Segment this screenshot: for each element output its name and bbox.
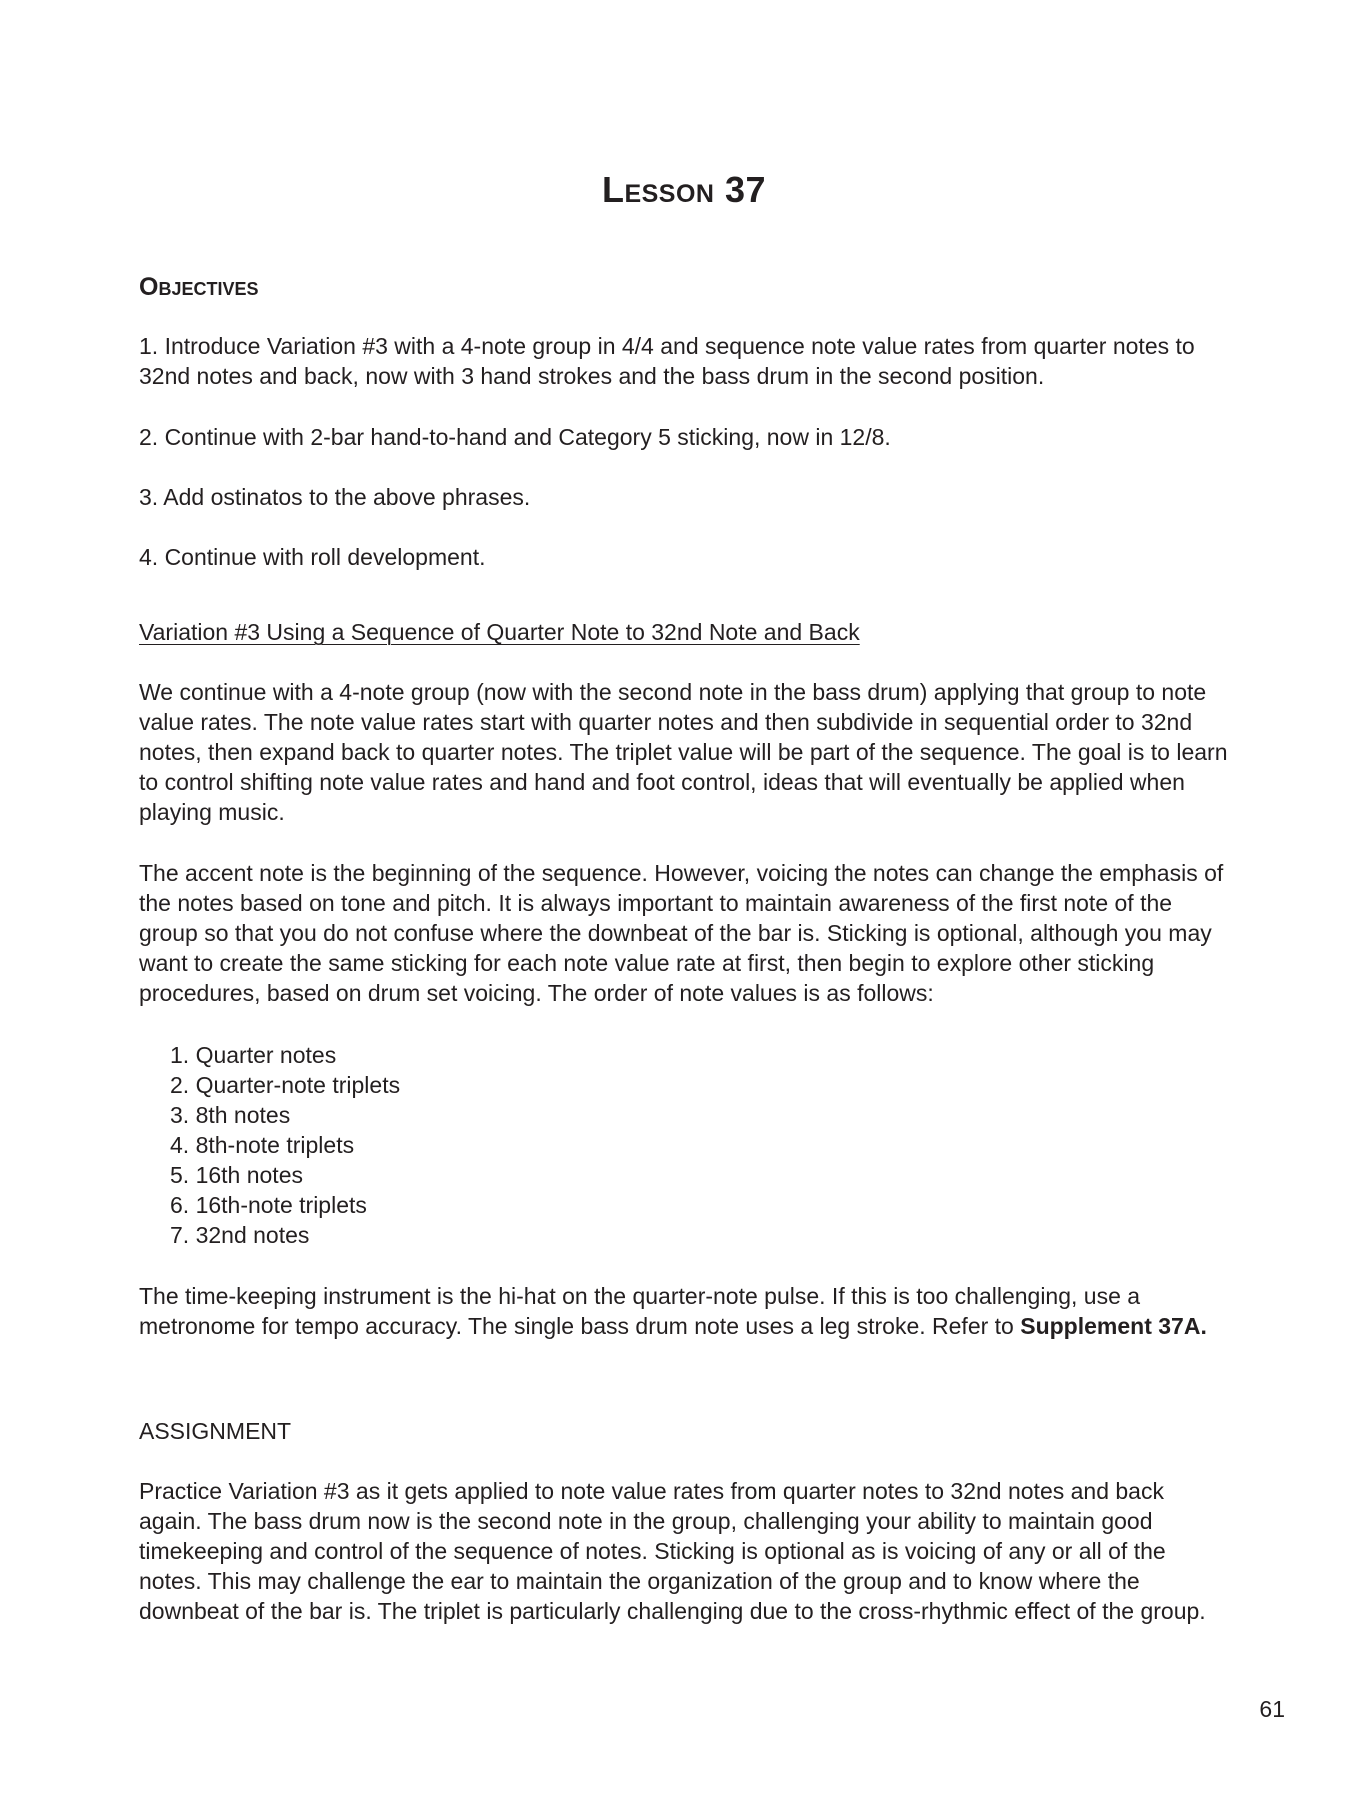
objective-item-1: 1. Introduce Variation #3 with a 4-note group in 4/4 and sequence note value rates from quarter notes to 32nd notes and back, now with 3 hand strokes and the bass drum in the second position. xyxy=(139,333,1195,389)
assignment-paragraph: Practice Variation #3 as it gets applied to note value rates from quarter notes to 32nd notes and back again. The bass drum now is the second note in the group, challenging your ability to maintain good timekeeping and control of the sequence of notes. Sticking is optional as is voicing of any or all of the notes. This may challenge the ear to maintain the organization of the group and to know where the downbeat of the bar is. The triplet is particularly challenging due to the cross-rhythmic effect of the group. xyxy=(139,1478,1206,1624)
objective-item-4: 4. Continue with roll development. xyxy=(139,544,486,570)
lesson-title: Lesson 37 xyxy=(601,169,767,210)
section-paragraph-1: We continue with a 4-note group (now with the second note in the bass drum) applying that group to note value rates. The note value rates start with quarter notes and then subdivide in sequential order to 32nd notes, then expand back to quarter notes. The triplet value will be part of the sequence. The goal is to learn to control shifting note value rates and hand and foot control, ideas that will eventually be applied when playing music. xyxy=(139,679,1228,825)
page-number: 61 xyxy=(1259,1696,1285,1722)
objective-item-3: 3. Add ostinatos to the above phrases. xyxy=(139,484,531,510)
assignment-heading: ASSIGNMENT xyxy=(139,1418,292,1444)
objective-item-2: 2. Continue with 2-bar hand-to-hand and Category 5 sticking, now in 12/8. xyxy=(139,424,891,450)
list-item: 2. Quarter-note triplets xyxy=(170,1072,401,1098)
list-item: 4. 8th-note triplets xyxy=(170,1132,355,1158)
section-paragraph-3 xyxy=(139,1281,1229,1341)
paragraph-text: The time-keeping instrument is the hi-hat on the quarter-note pulse. If this is too challenging, use a metronome for tempo accuracy. The single bass drum note uses a leg stroke. Refer to xyxy=(139,1283,1141,1339)
section-paragraph-2: The accent note is the beginning of the sequence. However, voicing the notes can change the emphasis of the notes based on tone and pitch. It is always important to maintain awareness of the first note of the group so that you do not confuse where the downbeat of the bar is. Sticking is optional, although you may want to create the same sticking for each note value rate at first, then begin to explore other sticking procedures, based on drum set voicing. The order of note values is as follows: xyxy=(139,860,1224,1006)
objectives-heading: Objectives xyxy=(139,273,259,301)
list-item: 5. 16th notes xyxy=(170,1162,303,1188)
note-value-order-list xyxy=(170,1040,1260,1250)
list-item: 1. Quarter notes xyxy=(170,1042,337,1068)
list-item: 6. 16th-note triplets xyxy=(170,1192,367,1218)
section-heading: Variation #3 Using a Sequence of Quarter Note to 32nd Note and Back xyxy=(139,619,860,645)
list-item: 3. 8th notes xyxy=(170,1102,291,1128)
supplement-reference: Supplement 37A. xyxy=(1020,1313,1207,1339)
list-item: 7. 32nd notes xyxy=(170,1222,310,1248)
